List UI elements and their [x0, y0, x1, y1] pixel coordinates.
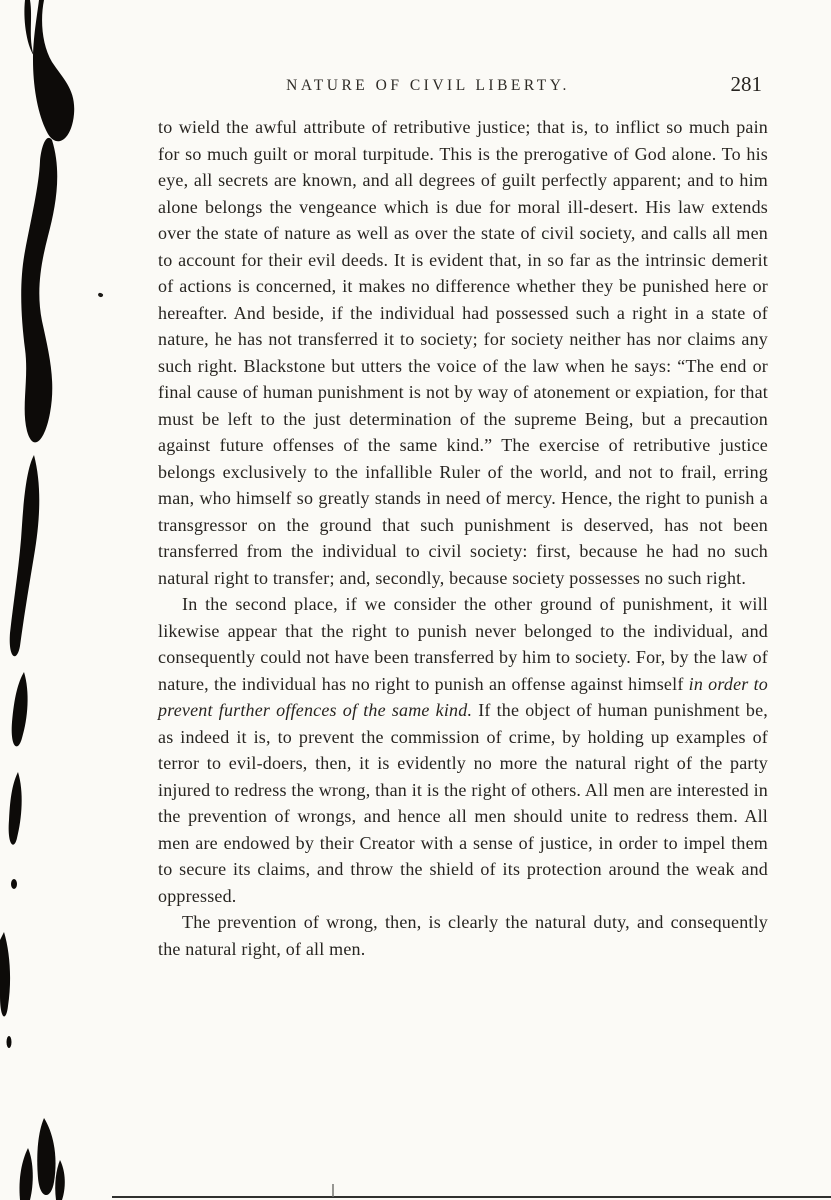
paragraph-run: If the object of human punishment be, as indeed it is, to prevent the commission of crime, by holding up examples of terror to evil-doers, then, it is evidently no more the natural right of the party injured to redress the wrong, than it is the right of others. All men are interested in the prevention of wrongs, and hence all men should unite to redress them. All men are endowed by their Creator with a sense of justice, in order to impel them to secure its claims, and throw the shield of its protection around the weak and oppressed.	[158, 700, 769, 906]
paragraph	[158, 591, 768, 909]
paragraph-run: The prevention of wrong, then, is clearly the natural duty, and consequently the natural right, of all men.	[158, 912, 768, 959]
paragraph	[158, 909, 768, 962]
page-content	[158, 72, 768, 962]
page-number: 281	[730, 72, 762, 96]
paragraph-run: In the second place, if we consider the other ground of punishment, it will likewise appear that the right to punish never belonged to the individual, and consequently could not have been transferred by him to society. For, by the law of nature, the individual has no right to punish an offense against himself	[158, 594, 768, 694]
scan-ink-artifact	[0, 0, 130, 1200]
scan-tick-artifact	[332, 1184, 334, 1197]
ink-speck-artifact	[97, 292, 103, 298]
paragraph-run-italic: in order to prevent further offences of the same kind.	[158, 673, 768, 720]
page-header	[158, 72, 768, 102]
page-body-text	[158, 114, 768, 962]
running-header-title: NATURE OF CIVIL LIBERTY.	[286, 77, 570, 94]
paragraph	[158, 114, 768, 591]
paragraph-run: to wield the awful attribute of retributive justice; that is, to inflict so much pain for so much guilt or moral turpitude. This is the prerogative of God alone. To his eye, all secrets are known, and all degrees of guilt perfectly apparent; and to him alone belongs the vengeance which is due for moral ill-desert. His law extends over the state of nature as well as over the state of civil society, and calls all men to account for their evil deeds. It is evident that, in so far as the intrinsic demerit of actions is concerned, it makes no difference whether they be punished here or hereafter. And beside, if the individual had possessed such a right in a state of nature, he has not transferred it to society; for society neither has nor claims any such right. Blackstone but utters the voice of the law when he says: “The end or final cause of human punishment is not by way of atonement or expiation, for that must be left to the just determination of the supreme Being, but a precaution against future offenses of the same kind.” The exercise of retributive justice belongs exclusively to the infallible Ruler of the world, and not to frail, erring man, who himself so greatly stands in need of mercy. Hence, the right to punish a transgressor on the ground that such punishment is deserved, has not been transferred from the individual to civil society: first, because he had no such natural right to transfer; and, secondly, because society possesses no such right.	[158, 117, 768, 588]
scan-bottom-edge-line	[112, 1196, 831, 1198]
